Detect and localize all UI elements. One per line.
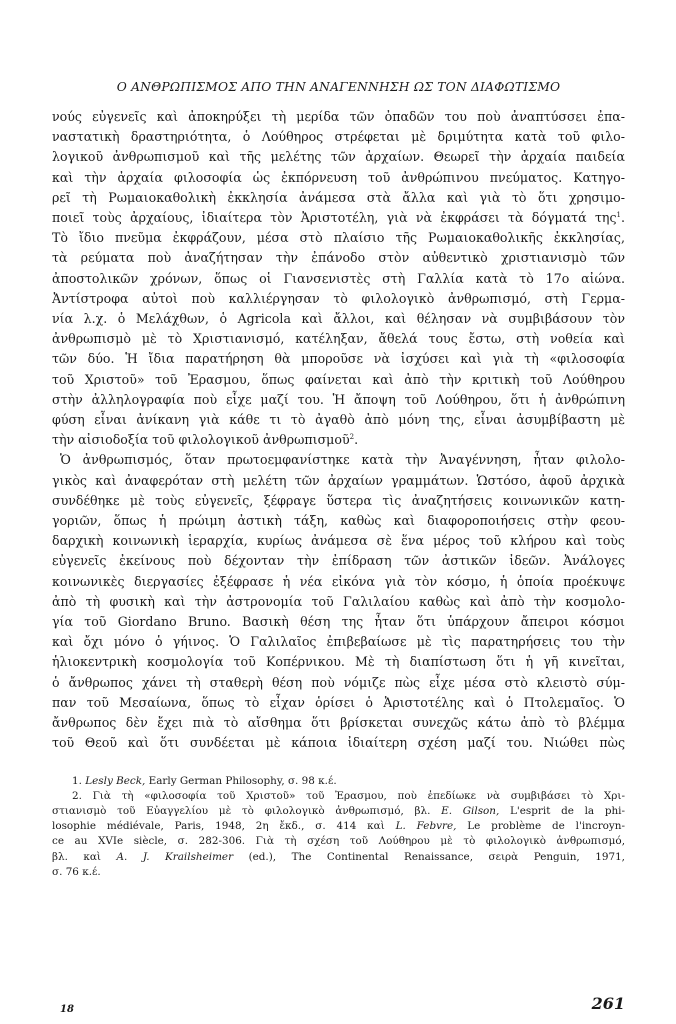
text-line: ἀπὸ τὴ φυσικὴ καὶ τὴν ἀστρονομία τοῦ Γαλιλαίου καθὼς καὶ ἀπὸ τὴν κοσμολο-: [52, 593, 625, 609]
text-span: ποιεῖ τοὺς ἀρχαίους, ἰδιαίτερα τὸν Ἀριστοτέλη, γιὰ νὰ ἐκφράσει τὰ δόγματά της: [52, 210, 617, 226]
text-line: τοῦ Χριστοῦ» τοῦ Ἐρασμου, ὅπως φαίνεται καὶ ἀπὸ τὴν κριτικὴ τοῦ Λούθηρου: [52, 371, 625, 387]
text-line: καὶ τὴν ἀρχαία φιλοσοφία ὡς ἐκπόρνευση τοῦ ἀνθρώπινου πνεύματος. Κατηγο-: [52, 169, 625, 185]
text-line: ρεῖ τὴ Ρωμαιοκαθολικὴ ἐκκλησία ἀνάμεσα στὰ ἄλλα καὶ γιὰ τὸ ὅτι χρησιμο-: [52, 189, 625, 205]
page-footer: [52, 994, 625, 1020]
footnote-text: (ed.), The Continental Renaissance, σειρὰ Penguin, 1971,: [248, 850, 625, 863]
footnote-author: L. Febvre,: [395, 820, 457, 833]
footnote-1: [52, 774, 625, 789]
footnote-text: L'esprit de la phi-: [510, 804, 625, 817]
footnote-2-line: [52, 850, 625, 865]
footnote-author: E. Gilson,: [441, 804, 500, 817]
footnote-text: losophie médiévale, Paris, 1948, 2η ἔκδ., σ. 414 καὶ: [52, 820, 385, 833]
footnote-2-line: [52, 865, 625, 880]
footnote-number: 1.: [72, 774, 82, 787]
text-line: τῶν δύο. Ἡ ἴδια παρατήρηση θὰ μποροῦσε νὰ ἰσχύσει καὶ γιὰ τὴ «φιλοσοφία: [52, 351, 625, 367]
footnote-ref-2: 2: [349, 433, 355, 442]
footnote-text: Early German Philosophy, σ. 98 κ.έ.: [148, 774, 337, 787]
text-line: τὰ ρεύματα ποὺ ἀναζήτησαν τὴν ἐπάνοδο στὸν αὐθεντικὸ χριστιανισμὸ τῶν: [52, 250, 625, 266]
text-line: παν τοῦ Μεσαίωνα, ὅπως τὸ εἶχαν ὁρίσει ὁ Ἀριστοτέλης καὶ ὁ Πτολεμαῖος. Ὁ: [52, 694, 625, 710]
text-line: λογικοῦ ἀνθρωπισμοῦ καὶ τῆς μελέτης τῶν ἀρχαίων. Θεωρεῖ τὴν ἀρχαία παιδεία: [52, 149, 625, 165]
footnote-text: Γιὰ τὴ «φιλοσοφία τοῦ Χριστοῦ» τοῦ Ἐρασμου, ποὺ ἐπεδίωκε νὰ συμβιβάσει τὸ Χρι-: [92, 789, 625, 802]
text-line: νία λ.χ. ὁ Μελάχθων, ὁ Agricola καὶ ἄλλοι, καὶ θέλησαν νὰ συμβιβάσουν τὸν: [52, 311, 625, 327]
text-line: Ἀντίστροφα αὐτοὶ ποὺ καλλιέργησαν τὸ φιλολογικὸ ἀνθρωπισμό, στὴ Γερμα-: [52, 290, 625, 306]
text-line: γικὸς καὶ ἀναφερόταν στὴ μελέτη τῶν ἀρχαίων γραμμάτων. Ὡστόσο, ἀφοῦ ἀρχικὰ: [52, 472, 625, 488]
text-line: τοῦ Θεοῦ καὶ ὅτι συνδέεται μὲ κάποια ἰδιαίτερη σχέση μαζί του. Νιώθει πὼς: [52, 735, 625, 751]
footnote-text: σ. 76 κ.έ.: [52, 865, 101, 878]
footnote-text: Le problème de l'incroyn-: [467, 820, 625, 833]
text-line: ἡλιοκεντρικὴ κοσμολογία τοῦ Κοπέρνικου. Μὲ τὴ διαπίστωση ὅτι ἡ γῆ κινεῖται,: [52, 654, 625, 670]
text-line: γία τοῦ Giordano Bruno. Βασικὴ θέση της ἦταν ὅτι ὑπάρχουν ἄπειροι κόσμοι: [52, 614, 625, 630]
text-line: ἄνθρωπος δὲν ἔχει πιὰ τὸ αἴσθημα ὅτι βρίσκεται συνεχῶς κάτω ἀπὸ τὸ βλέμμα: [52, 715, 625, 731]
text-line: εὐγενεῖς ἐκείνους ποὺ δέχονταν τὴν ἐπίδραση τῶν ἀστικῶν ἰδεῶν. Ἀνάλογες: [52, 553, 625, 569]
text-span: τὴν αἰσιοδοξία τοῦ φιλολογικοῦ ἀνθρωπισμοῦ: [52, 432, 350, 448]
footnote-2-line: [52, 834, 625, 849]
page-number: 261: [591, 994, 625, 1013]
text-line: γοριῶν, ὅπως ἡ πρώιμη ἀστικὴ τάξη, καθὼς καὶ διαφοροποιήσεις στὴν φεου-: [52, 513, 625, 529]
text-line: ποιεῖ τοὺς ἀρχαίους, ἰδιαίτερα τὸν Ἀριστοτέλη, γιὰ νὰ ἐκφράσει τὰ δόγματά της$^1$.: [52, 210, 625, 226]
footnote-text: στιανισμὸ τοῦ Εὐαγγελίου μὲ τὸ φιλολογικὸ ἀνθρωπισμό, βλ.: [52, 804, 431, 817]
book-page: [52, 80, 625, 880]
signature-mark: 18: [60, 1004, 74, 1015]
text-line: κοινωνικὲς διεργασίες ἐξέφρασε ἡ νέα εἰκόνα γιὰ τὸν κόσμο, ἡ ὁποία προέκυψε: [52, 573, 625, 589]
footnote-text: βλ. καὶ: [52, 850, 101, 863]
footnote-ref-1: 1: [616, 210, 621, 219]
text-line: δαρχικὴ κοινωνικὴ ἱεραρχία, κυρίως ἀνάμεσα σὲ ἕνα μέρος τοῦ κλήρου καὶ τοὺς: [52, 533, 625, 549]
text-line: στὴν ἀλληλογραφία ποὺ εἶχε μαζί του. Ἡ ἄποψη τοῦ Λούθηρου, ὅτι ἡ ἀνθρώπινη: [52, 391, 625, 407]
text-line: ναστατικὴ δραστηριότητα, ὁ Λούθηρος στρέφεται μὲ δριμύτητα κατὰ τοῦ φιλο-: [52, 129, 625, 145]
running-head: Ο ΑΝΘΡΩΠΙΣΜΟΣ ΑΠΟ ΤΗΝ ΑΝΑΓΕΝΝΗΣΗ ΩΣ ΤΟΝ ΔΙΑΦΩΤΙΣΜΟ: [116, 80, 561, 94]
text-line: νούς εὐγενεῖς καὶ ἀποκηρύξει τὴ μερίδα τῶν ὀπαδῶν του ποὺ ἀναπτύσσει ἐπα-: [52, 109, 625, 124]
footnote-author: A. J. Krailsheimer: [116, 850, 234, 863]
text-line: φύση εἶναι ἀνίκανη γιὰ κάθε τι τὸ ἀγαθὸ ἀπὸ μόνη της, εἶναι ἀσυμβίβαστη μὲ: [52, 412, 625, 428]
text-line: ἀνθρωπισμὸ μὲ τὸ Χριστιανισμό, κατέληξαν, ἄθελά τους ἔστω, στὴ νοθεία καὶ: [52, 331, 625, 347]
main-text: [52, 107, 625, 754]
text-line: καὶ ὄχι μόνο ὁ γήινος. Ὁ Γαλιλαῖος ἐπιβεβαίωσε μὲ τὶς παρατηρήσεις του τὴν: [52, 634, 625, 650]
footnote-text: ce au XVIe siècle, σ. 282-306. Γιὰ τὴ σχέση τοῦ Λούθηρου μὲ τὸ φιλολογικὸ ἀνθρωπισμό,: [52, 835, 625, 848]
text-line: τὴν αἰσιοδοξία τοῦ φιλολογικοῦ ἀνθρωπισμοῦ$^2$.: [52, 432, 359, 448]
footnote-author: Lesly Beck,: [85, 774, 146, 787]
footnotes: [52, 774, 625, 880]
text-line: Τὸ ἴδιο πνεῦμα ἐκφράζουν, μέσα στὸ πλαίσιο τῆς Ρωμαιοκαθολικῆς ἐκκλησίας,: [52, 230, 625, 246]
text-line: ὁ ἄνθρωπος χάνει τὴ σταθερὴ θέση ποὺ νόμιζε πὼς εἶχε μέσα στὸ κλειστὸ σύμ-: [52, 674, 625, 690]
footnote-2-line: [52, 789, 625, 804]
text-line: Ὁ ἀνθρωπισμός, ὅταν πρωτοεμφανίστηκε κατὰ τὴν Ἀναγέννηση, ἦταν φιλολο-: [60, 452, 625, 468]
footnote-2-line: [52, 804, 625, 819]
footnote-2-line: [52, 819, 625, 834]
footnote-number: 2.: [72, 789, 82, 802]
text-line: συνδέθηκε μὲ τοὺς εὐγενεῖς, ξέφραγε ὕστερα τὶς ἀναζητήσεις κοινωνικῶν κατη-: [52, 492, 625, 508]
text-line: ἀποστολικῶν χρόνων, ὅπως οἱ Γιανσενιστὲς στὴ Γαλλία κατὰ τὸ 17ο αἰώνα.: [52, 270, 625, 286]
